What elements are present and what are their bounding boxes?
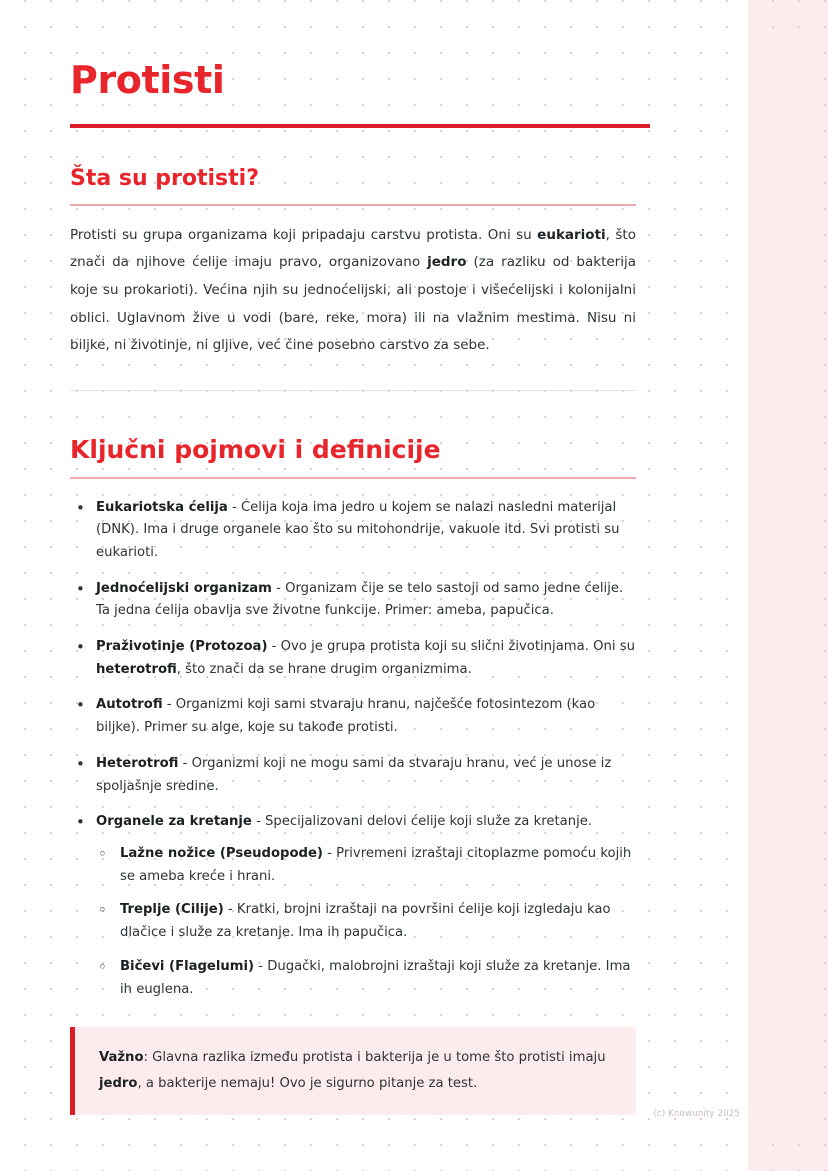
footer-credit: (c) Knowunity 2025: [653, 1109, 740, 1119]
document-content: [70, 60, 636, 1115]
list-item: [70, 497, 636, 565]
terms-list: [70, 497, 636, 1002]
section-heading-what-are-protists: Šta su protisti?: [70, 165, 259, 191]
intro-part-1: Protisti su grupa organizama koji pripadaju carstvu protista. Oni su: [70, 226, 538, 243]
sub-terms-list: [96, 843, 636, 1001]
term-definition-tail: , što znači da se hrane drugim organizmima.: [176, 661, 472, 677]
list-item: [70, 753, 636, 798]
term-definition-bold: heterotrofi: [96, 661, 177, 677]
content-divider: [70, 390, 636, 391]
term-definition: - Organizam čije se telo sastoji od samo jedne ćelije. Ta jedna ćelija obavlja sve životne funkcije. Primer: ameba, papučica.: [96, 580, 624, 619]
term-definition: - Ćelija koja ima jedro u kojem se nalazi nasledni materijal (DNK). Ima i druge organele kao što su mitohondrije, vakuole itd. Svi protisti su eukarioti.: [96, 499, 620, 560]
section-divider-2: [70, 477, 636, 479]
term-label: Organele za kretanje: [96, 814, 252, 830]
term-label: Eukariotska ćelija: [96, 499, 228, 515]
callout-label: Važno: [99, 1050, 144, 1066]
term-definition: - Specijalizovani delovi ćelije koji služe za kretanje.: [251, 814, 593, 830]
list-item: [70, 578, 636, 623]
term-label: Jednoćelijski organizam: [96, 580, 272, 596]
section-divider: [70, 204, 636, 206]
sub-term-definition: - Privremeni izraštaji citoplazme pomoću kojih se ameba kreće i hrani.: [120, 845, 632, 884]
section-heading-key-terms: Ključni pojmovi i definicije: [70, 435, 441, 465]
page-title: Protisti: [70, 58, 225, 102]
callout-text-2: , a bakterije nemaju! Ovo je sigurno pitanje za test.: [137, 1075, 478, 1091]
sub-term-label: Bičevi (Flagelumi): [120, 958, 255, 974]
sub-list-item: [96, 956, 636, 1001]
callout-text-1: : Glavna razlika između protista i bakterija je u tome što protisti imaju: [143, 1050, 606, 1066]
term-label: Heterotrofi: [96, 755, 179, 771]
sub-list-item: [96, 899, 636, 944]
intro-bold-jedro: jedro: [427, 254, 467, 271]
intro-part-3: (za razliku od bakterija koje su prokarioti). Većina njih su jednoćelijski, ali postoje i višećelijski i kolonijalni oblici. Uglavnom žive u vodi (bare, reke, mora) ili na vlažnim mestima. Nisu ni biljke, ni životinje, ni gljive, već čine posebno carstvo za sebe.: [70, 254, 636, 354]
list-item: [70, 811, 636, 1001]
term-definition: - Ovo je grupa protista koji su slični životinjama. Oni su: [267, 639, 635, 655]
sub-term-label: Lažne nožice (Pseudopode): [120, 845, 323, 861]
sub-term-definition: - Kratki, brojni izraštaji na površini ćelije koji izgledaju kao dlačice i služe za kretanje. Ima ih papučica.: [120, 902, 611, 941]
term-definition: - Organizmi koji sami stvaraju hranu, najčešće fotosintezom (kao biljke). Primer su alge, koje su takođe protisti.: [96, 697, 596, 736]
list-item: [70, 636, 636, 681]
decorative-side-band: [746, 0, 828, 1171]
sub-list-item: [96, 843, 636, 888]
term-label: Autotrofi: [96, 697, 163, 713]
intro-paragraph: [70, 222, 636, 360]
callout-bold-word: jedro: [99, 1075, 138, 1091]
decorative-side-band-inner: [750, 38, 812, 1135]
intro-bold-eukarioti: eukarioti: [537, 226, 606, 243]
sub-term-definition: - Dugački, malobrojni izraštaji koji služe za kretanje. Ima ih euglena.: [120, 958, 631, 997]
sub-term-label: Treplje (Cilije): [120, 902, 224, 918]
important-callout: [70, 1027, 636, 1114]
callout-text: [99, 1045, 614, 1096]
term-definition: - Organizmi koji ne mogu sami da stvaraju hranu, već je unose iz spoljašnje sredine.: [96, 755, 612, 794]
term-label: Praživotinje (Protozoa): [96, 639, 268, 655]
title-divider: [70, 124, 650, 128]
intro-part-2: , što znači da njihove ćelije imaju pravo, organizovano: [70, 226, 636, 271]
list-item: [70, 694, 636, 739]
